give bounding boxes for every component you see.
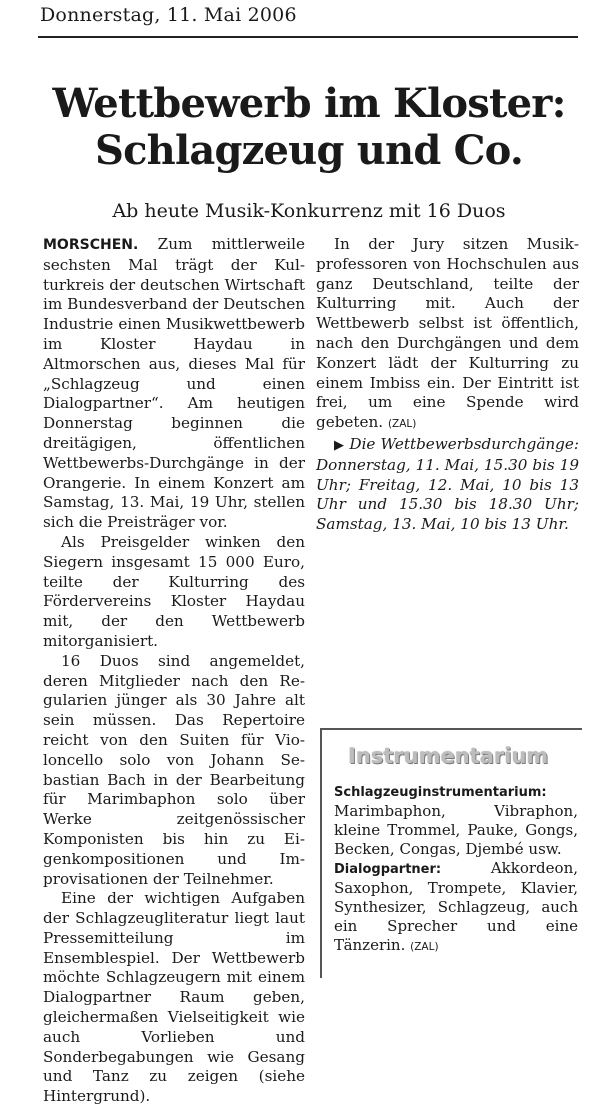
- article-source: (ZAL): [387, 418, 417, 431]
- arrow-right-icon: ▶: [334, 437, 345, 453]
- article-paragraph-1: [43, 235, 305, 533]
- sidebar-title: Instrumentarium: [348, 744, 549, 768]
- article-paragraph-3: 16 Duos sind angemeldet, deren Mitglieder nach den Regularien jünger als 30 Jahre alt sein müssen. Das Repertoire reicht von den Suiten für Violoncello solo von Johann Sebastian Bach in der Bearbeitung für Marimbaphon solo über Werke zeitgenössischer Komponisten bis hin zu Eigenkompositionen und Improvisationen der Teilnehmer.: [43, 651, 305, 888]
- article-paragraph-2: Als Preisgelder winken den Siegern insgesamt 15 000 Euro, teilte der Kulturring des Fördervereins Kloster Haydau mit, der den Wettbewerb mitorganisiert.: [43, 532, 305, 650]
- sidebar-entry-2: [334, 859, 578, 957]
- sidebar-source: (ZAL): [410, 941, 439, 953]
- article-kicker: MORSCHEN.: [43, 237, 139, 253]
- header-rule: [38, 36, 578, 38]
- sidebar-label-1: [334, 782, 578, 802]
- article-paragraph-5: [316, 235, 579, 435]
- subheadline: Ab heute Musik-Konkurrenz mit 16 Duos: [112, 200, 506, 222]
- dateline: Donnerstag, 11. Mai 2006: [40, 4, 297, 26]
- sidebar-label-1-text: Schlagzeuginstrumentarium:: [334, 785, 547, 800]
- article-paragraph-1-text: Zum mittlerweile sechsten Mal trägt der Kulturkreis der deutschen Wirtschaft im Bundesverband der Deutschen Industrie einen Musikwettbewerb im Kloster Haydau in Altmorschen aus, dieses Mal für „Schlagzeug und einen Dialogpartner“. Am heutigen Donnerstag beginnen die dreitägigen, öffentlichen Wettbewerbs-Durchgänge in der Orangerie. In einem Konzert am Samstag, 13. Mai, 19 Uhr, stellen sich die Preisträger vor.: [43, 235, 306, 532]
- article-paragraph-4: Eine der wichtigen Aufgaben der Schlagzeugliteratur liegt laut Pressemitteilung im Ensemblespiel. Der Wettbewerb möchte Schlagzeugern mit einem Dialogpartner Raum geben, gleichermaßen Vielseitigkeit wie auch Vorlieben und Sonderbegabungen wie Gesang und Tanz zu zeigen (siehe Hintergrund).: [43, 889, 305, 1106]
- article-column-2: [316, 235, 579, 535]
- headline-line-1: Wettbewerb im Kloster:: [52, 80, 566, 127]
- article-paragraph-5-text: In der Jury sitzen Musikprofessoren von Hochschulen aus ganz Deutschland, teilte der Kulturring mit. Auch der Wettbewerb selbst ist öffentlich, nach den Durchgängen und dem Konzert lädt der Kulturring zu einem Imbiss ein. Der Eintritt ist frei, um eine Spende wird gebeten.: [316, 235, 579, 432]
- headline-line-2: Schlagzeug und Co.: [95, 127, 523, 174]
- sidebar-box: [320, 728, 582, 978]
- article-column-1: [43, 235, 305, 1107]
- dates-info-text: Die Wettbewerbsdurchgänge: Donnerstag, 11. Mai, 15.30 bis 19 Uhr; Freitag, 12. Mai, 10 bis 13 Uhr und 15.30 bis 18.30 Uhr; Samstag, 13. Mai, 10 bis 13 Uhr.: [316, 434, 579, 534]
- dates-info: [316, 435, 579, 535]
- sidebar-text-1: Marimbaphon, Vibraphon, kleine Trommel, Pauke, Gongs, Becken, Congas, Djembé usw.: [334, 802, 578, 858]
- headline: [38, 80, 580, 174]
- sidebar-label-2: Dialogpartner:: [334, 862, 442, 877]
- sidebar-text-2: Akkordeon, Saxophon, Trompete, Klavier, Synthesizer, Schlagzeug, auch ein Sprecher und eine Tänzerin.: [334, 859, 578, 954]
- sidebar-body: [334, 782, 582, 957]
